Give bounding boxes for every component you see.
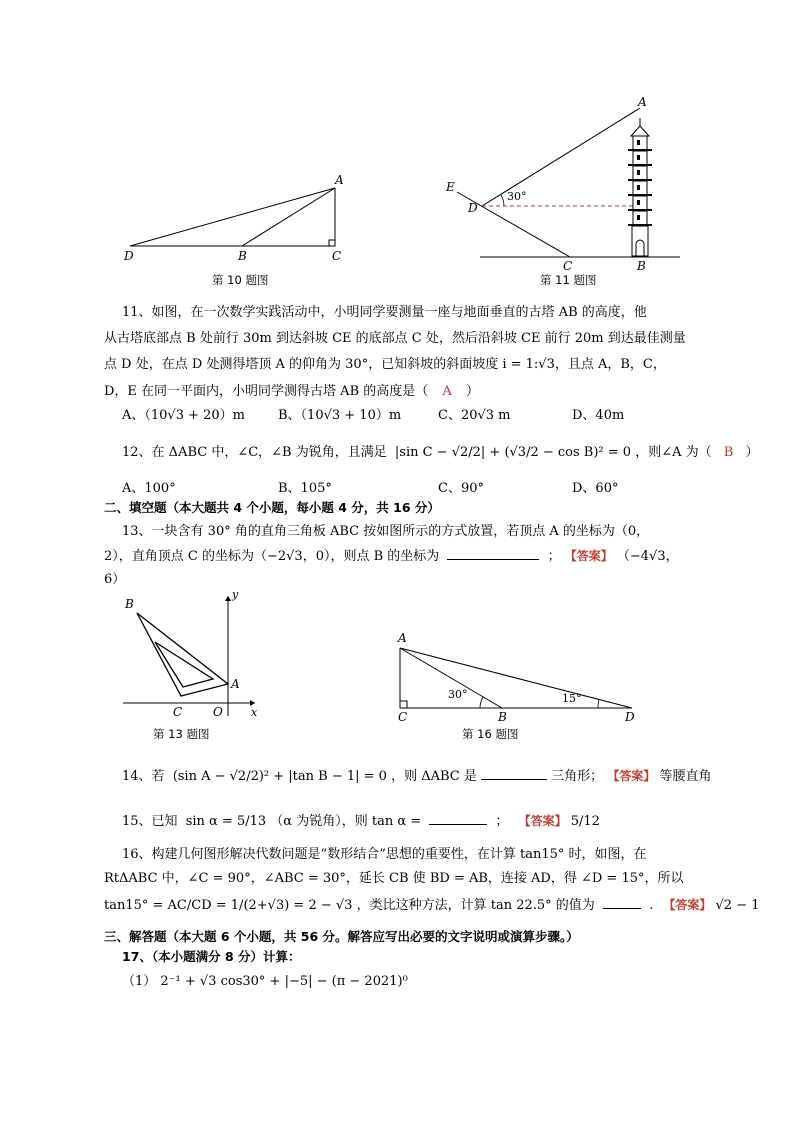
q15-given: sin α = 5/13: [185, 814, 267, 829]
q11-option-d: D、40m: [572, 408, 625, 423]
q11-answer: A: [442, 384, 452, 399]
figure-13: [115, 588, 265, 723]
q12-option-b: B、105°: [278, 481, 332, 496]
fig11-label-e: E: [446, 180, 455, 194]
q15-answer-blank: [429, 812, 487, 825]
fig11-label-a: A: [638, 95, 647, 109]
fig16-right-angle: [400, 701, 407, 708]
fig11-label-b: B: [637, 259, 646, 272]
q16-formula: tan15° = AC/CD = 1/(2+√3) = 2 − √3: [104, 898, 353, 913]
q13-answer-blank: [447, 547, 539, 560]
fig10-label-a: A: [335, 173, 344, 187]
fig11-angle-label: 30°: [507, 190, 527, 203]
fig16-label-b: B: [498, 710, 507, 723]
q12-stem-b: ，则∠A 为（: [635, 445, 712, 460]
fig16-angle-arc-b: [480, 697, 483, 708]
fig10-line-ba: [242, 188, 335, 246]
q12-option-d: D、60°: [572, 481, 619, 496]
q13-line-3: 6）: [104, 572, 126, 587]
fig13-label-x: x: [251, 706, 258, 719]
fig16-angle-15: 15°: [562, 692, 582, 705]
fig16-label-a: A: [398, 631, 407, 645]
fig13-label-a: A: [231, 677, 240, 691]
q12-option-a: A、100°: [122, 481, 176, 496]
fig16-label-d: D: [625, 710, 635, 723]
q11-line-4-text: D，E 在同一平面内，小明同学测得古塔 AB 的高度是（: [104, 384, 429, 399]
q11-line-3: 点 D 处，在点 D 处测得塔顶 A 的仰角为 30°，已知斜坡的斜面坡度 i = 1:√3，且点 A，B，C，: [104, 357, 666, 372]
fig10-line-da: [130, 188, 335, 246]
q11-line-4-close: ）: [465, 384, 479, 399]
q11-line-4: [104, 380, 479, 399]
q14-answer-value: 等腰直角: [659, 769, 712, 784]
q14-line: [122, 765, 711, 784]
fig11-caption: 第 11 题图: [540, 273, 597, 287]
q14-stem-b: ，则 ΔABC 是: [391, 769, 477, 784]
fig11-label-c: C: [563, 259, 573, 272]
fig10-label-c: C: [332, 249, 342, 263]
q14-answer-blank: [481, 767, 547, 780]
q17-part-1: （1） 2⁻¹ + √3 cos30° + |−5| − (π − 2021)⁰: [122, 974, 408, 989]
q15-stem-b: （α 为锐角），则 tan α =: [270, 814, 422, 829]
q13-line-2: 2），直角顶点 C 的坐标为（−2√3，0），则点 B 的坐标为 ； 【答案】 （−4√3，: [104, 549, 679, 564]
q15-answer-tag: 【答案】: [518, 814, 567, 828]
figure-10: [110, 168, 360, 268]
q13-line-2-text: 2），直角顶点 C 的坐标为（−2√3，0），则点 B 的坐标为: [104, 549, 440, 564]
fig16-label-c: C: [398, 710, 408, 723]
pagoda-icon: [628, 118, 652, 256]
q12-stem: [122, 441, 758, 460]
fig16-angle-arc-d: [598, 699, 599, 708]
fig16-line-ad: [400, 648, 632, 708]
fig11-sightline-da: [482, 108, 640, 206]
fig13-label-y: y: [232, 588, 239, 601]
fig13-label-b: B: [125, 597, 134, 611]
fig13-label-o: O: [213, 705, 223, 719]
q16-answer-blank: [603, 896, 641, 909]
figure-11: [440, 90, 690, 272]
fig13-caption: 第 13 题图: [153, 727, 210, 741]
fig10-label-d: D: [124, 249, 134, 263]
q11-option-a: A、（10√3 + 20）m: [122, 408, 246, 423]
q12-answer: B: [723, 445, 734, 460]
section-2-heading: 二、填空题（本大题共 4 个小题，每小题 4 分，共 16 分）: [104, 500, 440, 515]
fig13-triangle-outer: [137, 613, 228, 696]
q14-stem-a: 14、若: [122, 769, 165, 784]
q16-line-1: 16、构建几何图形解决代数问题是“数形结合”思想的重要性，在计算 tan15° 时，如图，在: [122, 847, 647, 862]
q16-line-2: RtΔABC 中，∠C = 90°，∠ABC = 30°，延长 CB 使 BD = AB，连接 AD，得 ∠D = 15°，所以: [104, 871, 684, 886]
q15-line: 15、已知 sin α = 5/13 （α 为锐角），则 tan α = ； 【答案】 5/12: [122, 814, 600, 829]
fig16-caption: 第 16 题图: [462, 727, 519, 741]
q11-line-2: 从古塔底部点 B 处前行 30m 到达斜坡 CE 的底部点 C 处，然后沿斜坡 CE 前行 20m 到达最佳测量: [104, 331, 686, 346]
q14-answer-tag: 【答案】: [607, 769, 656, 783]
q13-line-1: 13、一块含有 30° 角的直角三角板 ABC 按如图所示的方式放置，若顶点 A 的坐标为（0，: [122, 524, 650, 539]
q16-line-3: tan15° = AC/CD = 1/(2+√3) = 2 − √3 ，类比这种方法，计算 tan 22.5° 的值为 . 【答案】 √2 − 1: [104, 898, 760, 913]
q17-title: 17、（本小题满分 8 分）计算：: [122, 949, 301, 964]
q12-option-c: C、90°: [438, 481, 484, 496]
q16-answer-value: √2 − 1: [715, 898, 760, 913]
fig11-angle-arc: [501, 195, 504, 206]
fig13-label-c: C: [173, 705, 183, 719]
q13-answer-value: （−4√3，: [616, 549, 679, 564]
fig10-right-angle: [329, 240, 335, 246]
section-3-heading: 三、解答题（本大题 6 个小题，共 56 分。解答应写出必要的文字说明或演算步骤。）: [104, 929, 579, 944]
fig10-label-b: B: [238, 249, 247, 263]
q11-option-b: B、（10√3 + 10）m: [278, 408, 402, 423]
q11-line-1: 11、如图，在一次数学实践活动中，小明同学要测量一座与地面垂直的古塔 AB 的高度，他: [122, 305, 647, 320]
q15-stem-a: 15、已知: [122, 814, 178, 829]
q16-answer-tag: 【答案】: [663, 898, 712, 912]
figure-16: [392, 628, 642, 723]
q12-stem-c: ）: [745, 445, 759, 460]
fig11-label-d: D: [468, 201, 478, 215]
fig10-caption: 第 10 题图: [212, 273, 269, 287]
q11-option-c: C、20√3 m: [438, 408, 511, 423]
q13-answer-tag: 【答案】: [564, 549, 613, 563]
q12-expression: |sin C − √2/2| + (√3/2 − cos B)² = 0: [394, 445, 632, 460]
q14-stem-c: 三角形；: [551, 769, 604, 784]
q16-stem: ，类比这种方法，计算 tan 22.5° 的值为: [356, 898, 595, 913]
fig16-angle-30: 30°: [448, 688, 468, 701]
q14-expression: (sin A − √2/2)² + |tan B − 1| = 0: [172, 769, 387, 784]
q12-stem-a: 12、在 ΔABC 中，∠C，∠B 为锐角，且满足: [122, 445, 387, 460]
q15-answer-value: 5/12: [570, 814, 600, 829]
